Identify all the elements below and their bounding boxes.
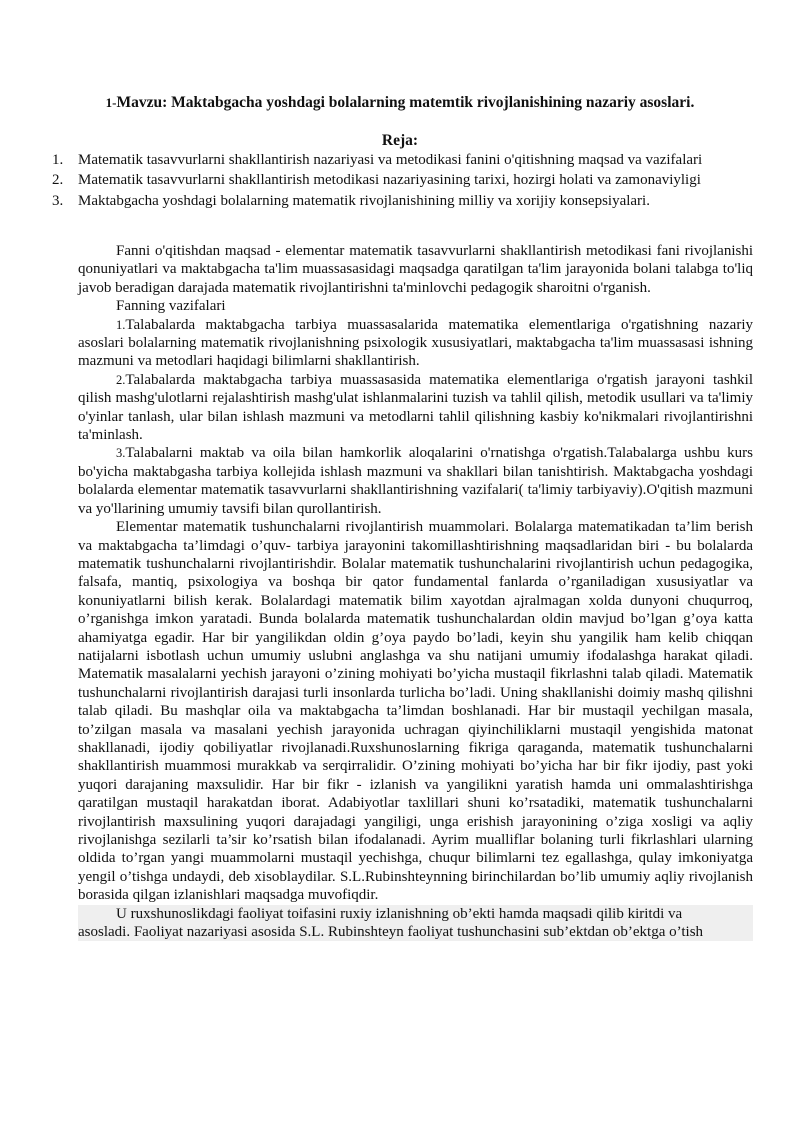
highlighted-paragraph bbox=[78, 905, 753, 942]
plan-item-number: 2. bbox=[52, 172, 64, 189]
plan-item bbox=[52, 150, 772, 170]
task-number: 2. bbox=[116, 372, 126, 387]
plan-item-text: Maktabgacha yoshdagi bolalarning matematik rivojlanishining milliy va xorijiy konsepsiyalari. bbox=[78, 192, 650, 209]
goal-paragraph: Fanni o'qitishdan maqsad - elementar matematik tasavvurlarni shakllantirish metodikasi fani rivojlanishi qonuniyatlari va maktabgacha ta'lim muassasasidagi maqsadga qaratilgan ta'lim jarayonida bolani talabga to'liq javob beradigan darajada matematik rivojlantirishni ta'minlovchi pedagogik sharoitni o'rganish. bbox=[78, 243, 753, 296]
highlighted-line: asosladi. Faoliyat nazariyasi asosida S.L. Rubinshteyn faoliyat tushunchasini sub’ektdan ob’ektga o’tish bbox=[78, 924, 704, 941]
document-body bbox=[78, 242, 753, 941]
task-number: 3. bbox=[116, 446, 126, 461]
task-paragraph bbox=[78, 444, 753, 518]
topic-title-text: Mavzu: Maktabgacha yoshdagi bolalarning matemtik rivojlanishining nazariy asoslari. bbox=[116, 94, 695, 111]
plan-item-number: 1. bbox=[52, 152, 64, 168]
task-text: Talabalarda maktabgacha tarbiya muassasalarida matematika elementlariga o'rgatishning nazariy asoslari bolalarning matematik rivojlanishning psixologik xususiyatlari, maktabgacha ta'lim muassasasi ishning mazmuni va metodlari haqidagi bilimlarni shakllantirish. bbox=[78, 316, 753, 370]
plan-item-number: 3. bbox=[52, 192, 64, 209]
tasks-heading: Fanning vazifalari bbox=[116, 298, 226, 315]
task-text: Talabalarni maktab va oila bilan hamkorlik aloqalarini o'rnatishga o'rgatish.Talabalarga ushbu kurs bo'yicha maktabgasha tarbiya kollejida ishlash mazmuni va shakllari bilan tanishtirish. Maktabgacha yoshdagi bolalarda elementar matematik tasavvurlarni shakllantirishning vazifalari( ta'limiy tarbiyaviy).O'qitish mazmuni va yo'llarining umumiy tavsifi bilan qurollantirish. bbox=[78, 445, 753, 517]
task-paragraph bbox=[78, 371, 753, 445]
plan-item bbox=[52, 191, 772, 211]
plan-list bbox=[52, 150, 772, 211]
highlighted-line: U ruxshunoslikdagi faoliyat toifasini ruxiy izlanishning ob’ekti hamda maqsadi qilib kiritdi va bbox=[116, 905, 683, 922]
task-text: Talabalarda maktabgacha tarbiya muassasasida matematika elementlariga o'rgatish jarayoni tashkil qilish mashg'ulotlarni rejalashtirish mashg'ulat ishlanmalarini tuzish va tahlil qilish, metodik usullari va ta'limiy o'yinlar tanlash, ular bilan ishlash mazmuni va metodlarni tahlil qilishning kasbiy ko'nikmalari rivojlantirishni ta'minlash. bbox=[78, 371, 753, 444]
topic-number: 1- bbox=[105, 95, 117, 110]
task-paragraph bbox=[78, 316, 753, 371]
lecture-title bbox=[0, 93, 800, 113]
plan-item bbox=[52, 170, 772, 190]
plan-item-text: Matematik tasavvurlarni shakllantirish nazariyasi va metodikasi fanini o'qitishning maqsad va vazifalari bbox=[78, 152, 703, 168]
plan-item-text: Matematik tasavvurlarni shakllantirish metodikasi nazariyasining tarixi, hozirgi holati va zamonaviyligi bbox=[78, 172, 701, 189]
task-number: 1. bbox=[116, 317, 126, 332]
plan-heading: Reja: bbox=[381, 132, 419, 149]
main-paragraph: Elementar matematik tushunchalarni rivojlantirish muammolari. Bolalarga matematikadan ta’lim berish va maktabgacha ta’limdagi o’quv- tarbiya jarayonini takomillashtirishning maqsadlaridan biri - bu bolalarda matematik tushunchalarni rivojlantirishdir. Bolalar matematik tushunchalarini rivojlantirish uchun pedagogika, falsafa, mantiq, psixologiya va boshqa bir qator fundamental fanlarda o’rganiladigan xususiyatlar va konuniyatlarni bilish kerak. Bolalardagi matematik bilim xayotdan ajralmagan xolda dunyoni chuqurroq, o’rganishga imkon yaratadi. Bunda bolalarda matematik tushunchalardan oldin mavjud bo’lgan g’oya katta ahamiyatga egadir. Har bir yangilikdan oldin g’oya paydo bo’ladi, keyin shu yangilik ham kelib chiqqan natijalarni isbotlash uchun umumiy uslubni anglashga va shu natijani umumiy ifodalashga harakat qiladi. Matematik masalalarni yechish jarayoni o’zining mohiyati bo’yicha mustaqil fikrlashni talab qiladi. Matematik tushunchalarni rivojlantirish darajasi turli insonlarda turlicha bo’ladi. Uning shakllanishi doimiy mashq qilishni talab qiladi. Bu mashqlar oila va maktabgacha ta’limdan boshlanadi. Har bir mustaqil yechilgan masala, to’zilgan masala va masalani yechish jarayonida uchragan qiyinchiliklarni mustaqil yengishida matonat shakllanadi, ijodiy qobiliyatlar rivojlanadi.Ruxshunoslarning fikriga qaraganda, matematik tushunchalarni shakllantirish muammosi murakkab va serqirralidir. O’zining mohiyati bo’yicha har bir fikr ijodiy, past yoki yuqori darajaning maxsulidir. Har bir fikr - izlanish va yangilikni yaratish hamda uni ommalashtirishga qaratilgan mustaqil harakatdan iborat. Adabiyotlar taxlillari shuni ko’rsatadiki, matematik tushunchalarni rivojlantirish maxsulining yuqori darajadagi yangiligi, unga erishish jarayonining o’ziga xosligi va aqliy rivojlanishga sezilarli ta’sir ko’rsatish bilan ifodalanadi. Ayrim mualliflar bolaning turli fikrlashlari ularning oldida to’rgan yangi muammolarni mustaqil yechishga, chuqur bilimlarni tez egallashga, qulay imkoniyatga yengil o’tishga undaydi, deb xisoblaydilar. S.L.Rubinshteynning birinchilardan bo’lib umumiy aqliy rivojlanish borasida qilgan izlanishlari maqsadga muvofiqdir. bbox=[78, 519, 753, 904]
